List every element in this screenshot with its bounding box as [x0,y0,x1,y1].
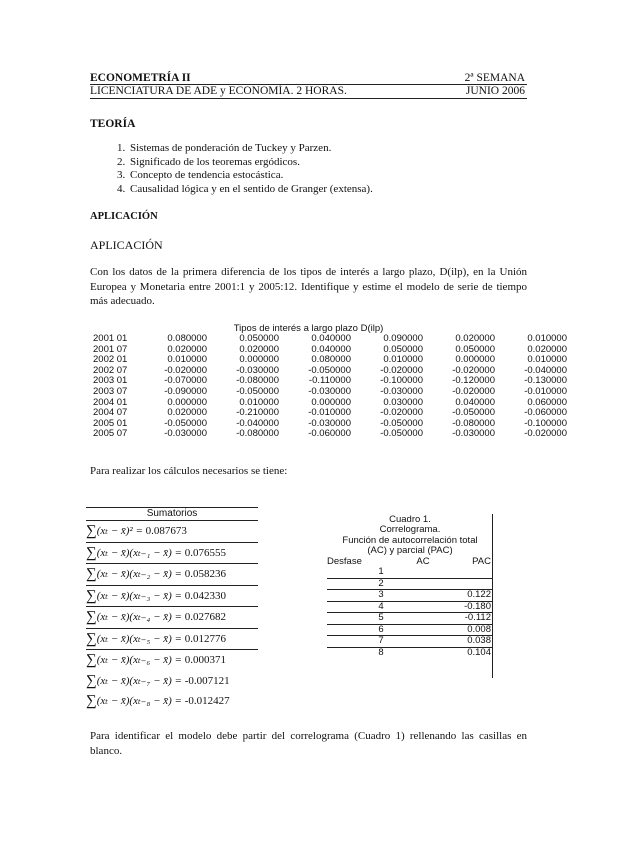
theory-list [90,142,373,196]
data-table-title: Tipos de interés a largo plazo D(ilp) [233,323,384,334]
application-heading: APLICACIÓN [90,238,163,252]
lag-cell: 1 [378,566,384,577]
pac-cell: 0.008 [467,623,491,635]
row-value: -0.010000 [308,407,351,419]
lag-cell: 2 [378,577,384,589]
sigma-icon: ∑ [86,652,97,668]
correlogram-row [327,647,493,659]
sum-row [86,671,258,692]
sum-expression: (xₜ − x̄)² = [96,525,146,537]
data-row [93,334,567,345]
calc-note: Para realizar los cálculos necesarios se tiene: [90,465,288,477]
sum-row [86,586,258,608]
row-value: 0.040000 [311,343,351,355]
correlogram-header-row [327,557,493,568]
row-date: 2003 07 [93,385,128,397]
row-value: -0.120000 [452,375,495,387]
sum-row [86,564,258,586]
correlogram-row [327,624,493,636]
row-value: 0.010000 [239,396,279,408]
theory-heading: TEORÍA [90,118,136,130]
course-title: ECONOMETRÍA II [90,72,191,84]
correlogram-title: Correlograma. [379,524,441,535]
theory-item: 1. Sistemas de ponderación de Tuckey y Parzen. [128,142,373,156]
row-value: -0.050000 [308,364,351,376]
row-value: 0.060000 [527,396,567,408]
correlogram-row [327,589,493,601]
sum-expression: (xₜ − x̄)(xₜ₋₂ − x̄) = [96,568,185,580]
row-value: -0.040000 [236,417,279,429]
row-value: 0.050000 [239,333,279,344]
row-date: 2003 01 [93,375,128,387]
row-value: -0.020000 [452,385,495,397]
row-value: -0.030000 [308,385,351,397]
row-value: -0.010000 [524,385,567,397]
date-label: JUNIO 2006 [465,85,525,97]
lag-cell: 8 [378,646,384,658]
row-value: 0.000000 [167,396,207,408]
sum-value: 0.027682 [184,611,226,623]
sigma-icon: ∑ [86,523,97,539]
sum-value: 0.076555 [184,546,226,559]
sum-row [86,650,258,671]
row-value: 0.040000 [311,333,351,344]
data-row [93,387,567,398]
row-value: 0.000000 [239,354,279,366]
row-date: 2001 07 [93,343,128,355]
row-value: -0.020000 [380,364,423,376]
theory-item: 3. Concepto de tendencia estocástica. [128,169,373,183]
sum-value: 0.042330 [184,589,226,602]
correlogram-subtitle2: (AC) y parcial (PAC) [367,545,453,556]
row-value: -0.110000 [308,375,351,387]
row-value: -0.100000 [380,375,423,387]
sum-row [86,521,258,543]
header-rule-bottom [90,98,527,99]
row-value: 0.000000 [455,354,495,366]
row-value: -0.080000 [236,375,279,387]
sum-expression: (xₜ − x̄)(xₜ₋₃ − x̄) = [96,589,185,602]
sum-value: 0.000371 [184,654,226,666]
row-date: 2005 07 [93,428,128,440]
correlogram-row [327,612,493,624]
row-value: -0.030000 [308,417,351,429]
row-value: -0.030000 [380,385,423,397]
row-value: -0.060000 [308,428,351,440]
pac-cell: 0.122 [467,589,491,600]
lag-cell: 4 [378,600,384,612]
sigma-icon: ∑ [86,587,97,604]
sum-row [86,607,258,629]
row-value: 0.090000 [383,333,423,344]
data-row [93,429,567,440]
correlogram-caption: Cuadro 1. [389,514,431,525]
row-value: 0.080000 [311,354,351,366]
row-date: 2001 01 [93,333,128,344]
row-value: -0.020000 [380,407,423,419]
sum-expression: (xₜ − x̄)(xₜ₋₄ − x̄) = [96,611,185,623]
pac-cell: -0.180 [464,600,491,612]
sums-header: Sumatorios [86,507,258,521]
sum-value: -0.012427 [184,695,230,707]
sum-value: 0.058236 [184,568,226,580]
header-rule [90,84,527,85]
row-value: 0.010000 [383,354,423,366]
row-value: 0.080000 [167,333,207,344]
correlogram-row [327,578,493,590]
row-value: -0.050000 [164,417,207,429]
row-value: -0.020000 [452,364,495,376]
row-date: 2005 01 [93,417,128,429]
row-date: 2002 01 [93,354,128,366]
row-value: 0.040000 [455,396,495,408]
row-value: 0.050000 [383,343,423,355]
theory-item: 2. Significado de los teoremas ergódicos. [128,156,373,170]
pac-cell: 0.038 [467,635,491,646]
sigma-icon: ∑ [86,672,97,689]
sum-row [86,543,258,565]
lag-cell: 7 [378,635,384,646]
row-value: -0.040000 [524,364,567,376]
col-lag-header: Desfase [327,555,362,567]
row-value: -0.080000 [452,417,495,429]
row-value: 0.020000 [455,333,495,344]
row-date: 2004 01 [93,396,128,408]
row-value: -0.030000 [236,364,279,376]
pac-cell: 0.104 [467,646,491,658]
row-value: 0.010000 [167,354,207,366]
row-value: -0.060000 [524,407,567,419]
row-value: 0.020000 [167,343,207,355]
row-value: -0.070000 [164,375,207,387]
application-intro: Con los datos de la primera diferencia de los tipos de interés a largo plazo, D(ilp), en la Unión Europea y Monetaria entre 2001:1 y 2005:12. Identifique y estime el modelo de serie de tiempo más adecuado. [90,266,527,307]
col-pac-header: PAC [472,555,491,567]
correlogram-subtitle: Función de autocorrelación total [342,534,478,546]
lag-cell: 3 [378,589,384,600]
col-ac-header: AC [416,555,430,567]
final-note: Para identificar el modelo debe partir del correlograma (Cuadro 1) rellenando las casillas en blanco. [90,730,527,757]
sigma-icon: ∑ [86,566,97,582]
row-value: -0.080000 [236,428,279,440]
row-value: 0.020000 [527,343,567,355]
row-value: -0.050000 [380,428,423,440]
week-label: 2ª SEMANA [464,72,525,84]
theory-item: 4. Causalidad lógica y en el sentido de Granger (extensa). [128,183,373,197]
sum-row [86,691,258,712]
sum-expression: (xₜ − x̄)(xₜ₋₅ − x̄) = [96,632,185,645]
row-value: -0.050000 [380,417,423,429]
row-date: 2004 07 [93,407,128,419]
row-value: -0.210000 [236,407,279,419]
sum-expression: (xₜ − x̄)(xₜ₋₇ − x̄) = [96,674,185,687]
sum-expression: (xₜ − x̄)(xₜ₋₁ − x̄) = [96,546,185,559]
row-value: -0.090000 [164,385,207,397]
sum-value: 0.087673 [145,525,187,537]
row-value: -0.030000 [452,428,495,440]
row-value: 0.020000 [239,343,279,355]
row-value: 0.030000 [383,396,423,408]
row-value: 0.010000 [527,333,567,344]
lag-cell: 6 [378,623,384,635]
row-value: 0.010000 [527,354,567,366]
row-value: -0.130000 [524,375,567,387]
sigma-icon: ∑ [86,630,97,647]
pac-cell: -0.112 [464,612,491,623]
lag-cell: 5 [378,612,384,623]
sigma-icon: ∑ [86,544,97,561]
sum-row [86,629,258,651]
row-value: -0.020000 [164,364,207,376]
data-table [93,334,567,440]
row-value: -0.030000 [164,428,207,440]
sigma-icon: ∑ [86,693,97,709]
row-value: -0.100000 [524,417,567,429]
sum-expression: (xₜ − x̄)(xₜ₋₈ − x̄) = [96,695,185,707]
degree-line: LICENCIATURA DE ADE y ECONOMÍA. 2 HORAS. [90,85,347,97]
correlogram-table [327,514,493,658]
row-value: -0.050000 [236,385,279,397]
sum-expression: (xₜ − x̄)(xₜ₋₆ − x̄) = [96,654,185,666]
row-value: 0.050000 [455,343,495,355]
sum-value: 0.012776 [184,632,226,645]
row-value: 0.020000 [167,407,207,419]
correlogram-row [327,601,493,613]
row-date: 2002 07 [93,364,128,376]
correlogram-row [327,635,493,647]
row-value: 0.000000 [311,396,351,408]
sigma-icon: ∑ [86,609,97,625]
row-value: -0.050000 [452,407,495,419]
correlogram-row [327,567,493,578]
application-heading-bold: APLICACIÓN [90,211,158,222]
row-value: -0.020000 [524,428,567,440]
sum-value: -0.007121 [184,674,230,687]
sums-table [86,507,258,712]
